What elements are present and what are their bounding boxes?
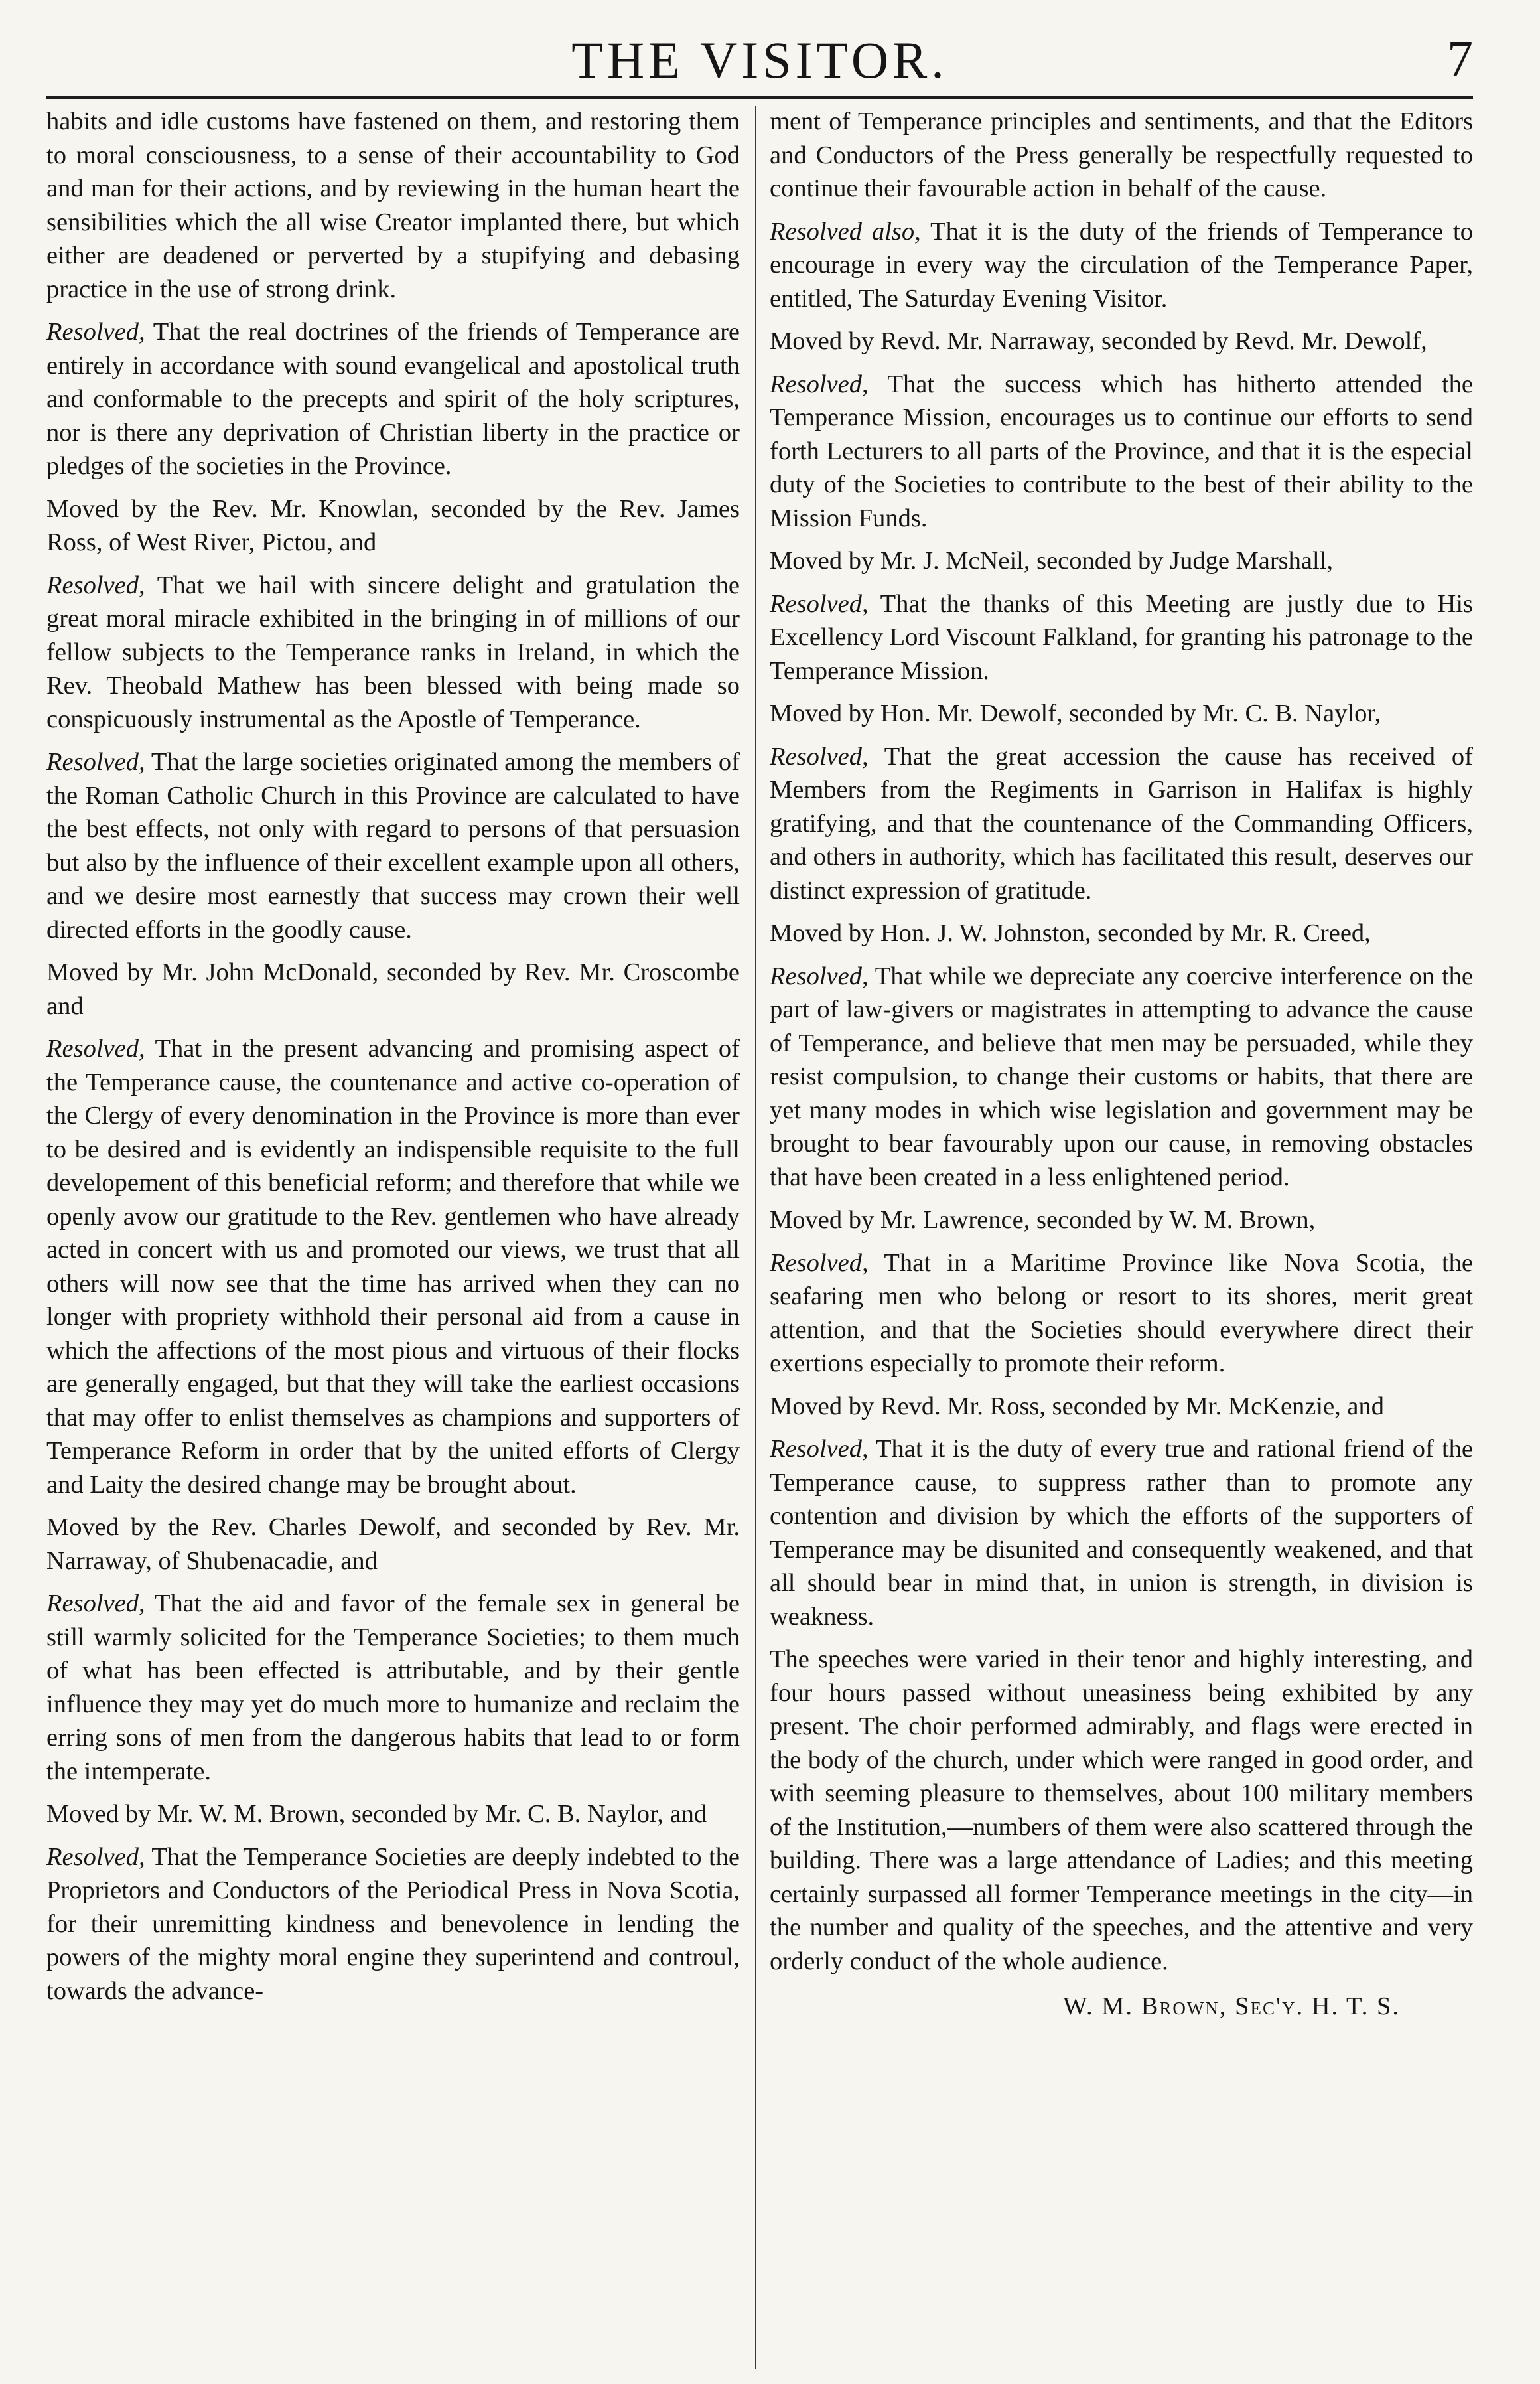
paragraph: Moved by Mr. J. McNeil, seconded by Judge Marshall, bbox=[770, 547, 1334, 575]
paragraph: Resolved, That the aid and favor of the female sex in general be still warmly solicited for the Temperance Societies; to them much of what has been effected is attributable, and by their gentle influence they may yet do much more to humanize and reclaim the erring sons of men from the dangerous habits that lead to or form the intemperate. bbox=[46, 1590, 740, 1785]
paragraph: Resolved, That the large societies originated among the members of the Roman Catholic Church in this Province are calculated to have the best effects, not only with regard to persons of that persuasion but also by the influence of their excellent example upon all others, and we desire most earnestly that success may crown their well directed efforts in the goodly cause. bbox=[46, 748, 740, 944]
page-number: 7 bbox=[1447, 30, 1473, 88]
signature: W. M. Brown, Sec'y. H. T. S. bbox=[1063, 1992, 1400, 2020]
resolved-label: Resolved, bbox=[770, 370, 869, 398]
paragraph: Resolved, That the thanks of this Meeting are justly due to His Excellency Lord Viscount Falkland, for granting his patronage to the Temperance Mission. bbox=[770, 589, 1473, 685]
resolved-label: Resolved, bbox=[770, 589, 869, 618]
resolved-label: Resolved, bbox=[770, 742, 869, 771]
resolved-label: Resolved, bbox=[46, 1590, 145, 1617]
paragraph: Resolved, That it is the duty of every true and rational friend of the Temperance cause, to suppress rather than to promote any contention and division by which the efforts of the supporters of Temperance may be disunited and consequently weakened, and that all should bear in mind that, in union is strength, in division is weakness. bbox=[770, 1435, 1473, 1631]
paragraph: Moved by Revd. Mr. Narraway, seconded by Revd. Mr. Dewolf, bbox=[770, 327, 1427, 355]
resolved-label: Resolved, bbox=[770, 1248, 869, 1277]
paragraph: habits and idle customs have fastened on them, and restoring them to moral consciousness, to a sense of their accountability to God and man for their actions, and by reviewing in the human heart the sensibilities which the all wise Creator implanted there, but which either are deadened or perverted by a stupifying and debasing practice in the use of strong drink. bbox=[46, 108, 740, 303]
paragraph: Resolved also, That it is the duty of the friends of Temperance to encourage in every way the circulation of the Temperance Paper, entitled, The Saturday Evening Visitor. bbox=[770, 217, 1473, 313]
paragraph: Moved by Mr. W. M. Brown, seconded by Mr. C. B. Naylor, and bbox=[46, 1800, 707, 1828]
left-column bbox=[46, 105, 740, 2008]
newspaper-title: THE VISITOR. bbox=[571, 31, 948, 89]
header-rule bbox=[46, 96, 1473, 99]
paragraph: Resolved, That the Temperance Societies are deeply indebted to the Proprietors and Conductors of the Periodical Press in Nova Scotia, for their unremitting kindness and benevolence in lending the powers of the mighty moral engine they superintend and controul, towards the advance- bbox=[46, 1842, 740, 2005]
paragraph: The speeches were varied in their tenor and highly interesting, and four hours passed without uneasiness being exhibited by any present. The choir performed admirably, and flags were erected in the body of the church, under which were ranged in good order, and with seeming pleasure to themselves, about 100 military members of the Institution,—numbers of them were also scattered through the building. There was a large attendance of Ladies; and this meeting certainly surpassed all former Temperance meetings in the city—in the number and quality of the speeches, and the attentive and very orderly conduct of the whole audience. bbox=[770, 1645, 1473, 1975]
paragraph: ment of Temperance principles and sentiments, and that the Editors and Conductors of the Press generally be respectfully requested to continue their favourable action in behalf of the cause. bbox=[770, 108, 1473, 202]
paragraph: Moved by Mr. John McDonald, seconded by Rev. Mr. Croscombe and bbox=[46, 958, 740, 1020]
right-column bbox=[770, 105, 1473, 2024]
resolved-label: Resolved, bbox=[46, 1842, 145, 1871]
paragraph: Moved by Revd. Mr. Ross, seconded by Mr. McKenzie, and bbox=[770, 1392, 1385, 1420]
paragraph: Moved by Hon. Mr. Dewolf, seconded by Mr. C. B. Naylor, bbox=[770, 700, 1381, 727]
resolved-label: Resolved also, bbox=[770, 217, 921, 246]
paragraph: Resolved, That the real doctrines of the friends of Temperance are entirely in accordance with sound evangelical and apostolical truth and conformable to the precepts and spirit of the holy scriptures, nor is there any deprivation of Christian liberty in the practice or pledges of the societies in the Province. bbox=[46, 318, 740, 480]
resolved-label: Resolved, bbox=[770, 1435, 869, 1463]
resolved-label: Resolved, bbox=[46, 318, 145, 346]
page-header bbox=[46, 27, 1473, 100]
paragraph: Resolved, That the success which has hitherto attended the Temperance Mission, encourages us to continue our efforts to send forth Lecturers to all parts of the Province, and that it is the especial duty of the Societies to contribute to the best of their ability to the Mission Funds. bbox=[770, 370, 1473, 532]
paragraph: Moved by the Rev. Charles Dewolf, and seconded by Rev. Mr. Narraway, of Shubenacadie, and bbox=[46, 1513, 740, 1575]
column-divider bbox=[755, 106, 756, 2369]
resolved-label: Resolved, bbox=[46, 748, 145, 776]
paragraph: Resolved, That while we depreciate any coercive interference on the part of law-givers or magistrates in attempting to advance the cause of Temperance, and believe that men may be persuaded, while they resist compulsion, to change their customs or habits, that there are yet many modes in which wise legislation and government may be brought to bear favourably upon our cause, in removing obstacles that have been created in a less enlightened period. bbox=[770, 962, 1473, 1191]
resolved-label: Resolved, bbox=[46, 1035, 145, 1063]
paragraph: Moved by Mr. Lawrence, seconded by W. M. Brown, bbox=[770, 1206, 1316, 1234]
paragraph: Moved by the Rev. Mr. Knowlan, seconded by the Rev. James Ross, of West River, Pictou, and bbox=[46, 494, 740, 556]
paragraph: Resolved, That in the present advancing and promising aspect of the Temperance cause, the countenance and active co-operation of the Clergy of every denomination in the Province is more than ever to be desired and is evidently an indispensible requisite to the full developement of this beneficial reform; and therefore that while we openly avow our gratitude to the Rev. gentlemen who have already acted in concert with us and promoted our views, we trust that all others will now see that the time has arrived when they can no longer with propriety withhold their personal aid from a cause in which the affections of the most pious and virtuous of their flocks are generally engaged, but that they will take the earliest occasions that may offer to enlist themselves as champions and supporters of Temperance Reform in order that by the united efforts of Clergy and Laity the desired change may be brought about. bbox=[46, 1035, 740, 1499]
paragraph: Resolved, That we hail with sincere delight and gratulation the great moral miracle exhibited in the bringing in of millions of our fellow subjects to the Temperance ranks in Ireland, in which the Rev. Theobald Mathew has been blessed with being made so conspicuously instrumental as the Apostle of Temperance. bbox=[46, 571, 740, 733]
paragraph: Resolved, That the great accession the cause has received of Members from the Regiments in Garrison in Halifax is highly gratifying, and that the countenance of the Commanding Officers, and others in authority, which has facilitated this result, deserves our distinct expression of gratitude. bbox=[770, 742, 1473, 905]
resolved-label: Resolved, bbox=[46, 571, 145, 599]
paragraph: Moved by Hon. J. W. Johnston, seconded by Mr. R. Creed, bbox=[770, 919, 1371, 947]
resolved-label: Resolved, bbox=[770, 962, 869, 990]
paragraph: Resolved, That in a Maritime Province like Nova Scotia, the seafaring men who belong or resort to its shores, merit great attention, and that the Societies should everywhere direct their exertions especially to promote their reform. bbox=[770, 1248, 1473, 1377]
